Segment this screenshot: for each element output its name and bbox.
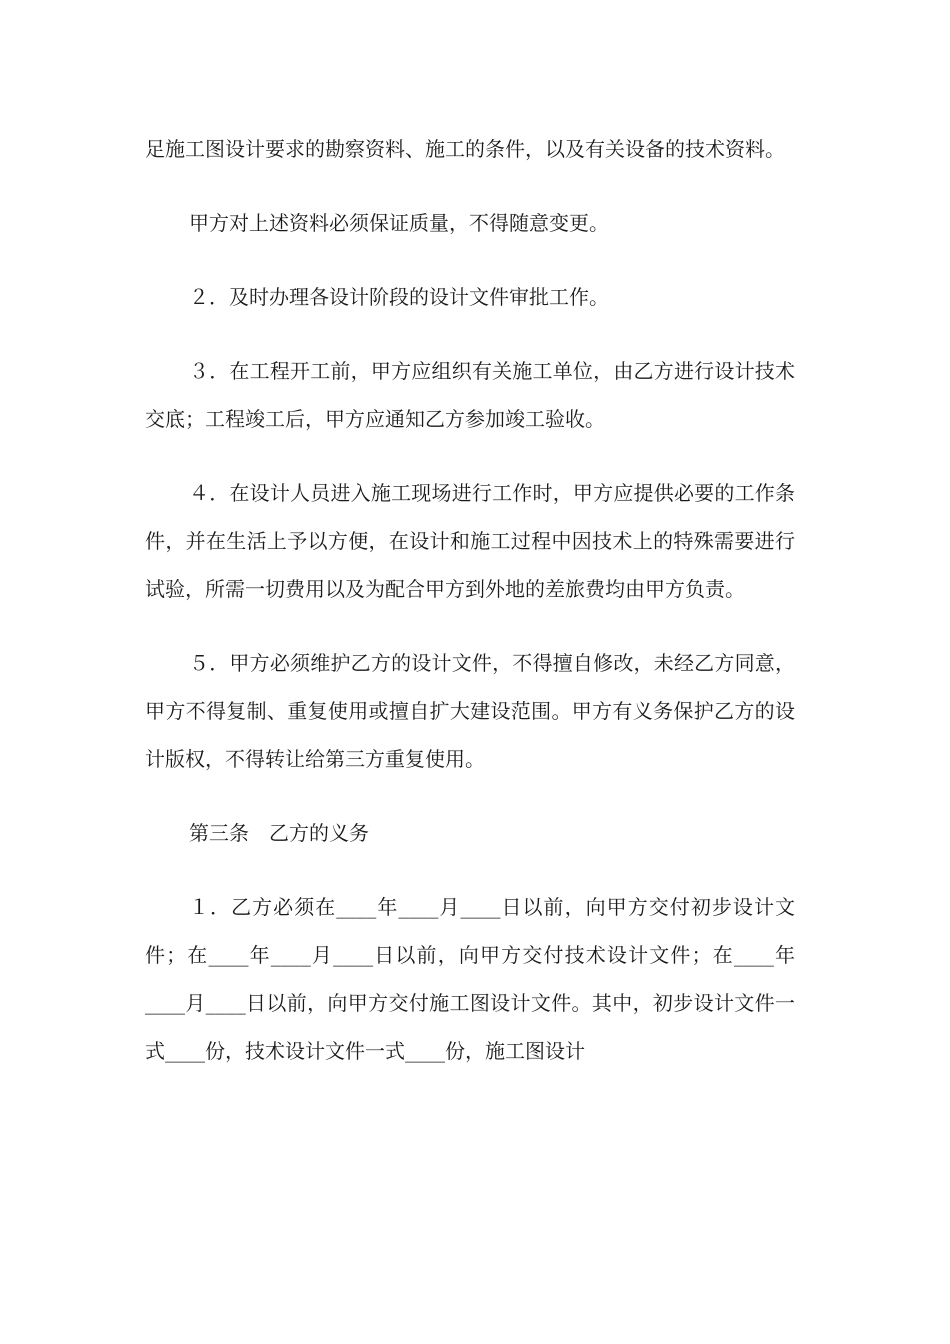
document-body [145, 125, 795, 1101]
clause-4-site-conditions: ４．在设计人员进入施工现场进行工作时，甲方应提供必要的工作条件，并在生活上予以方便，在设计和施工过程中因技术上的特殊需要进行试验，所需一切费用以及为配合甲方到外地的差旅费均由甲方负责。 [145, 481, 795, 601]
paragraph-continuation: 足施工图设计要求的勘察资料、施工的条件，以及有关设备的技术资料。 [145, 137, 785, 161]
article-3-heading: 第三条 乙方的义务 [189, 821, 369, 845]
clause-3-handover: ３．在工程开工前，甲方应组织有关施工单位，由乙方进行设计技术交底；工程竣工后，甲方应通知乙方参加竣工验收。 [145, 359, 795, 431]
clause-5-copyright: ５．甲方必须维护乙方的设计文件，不得擅自修改，未经乙方同意，甲方不得复制、重复使用或擅自扩大建设范围。甲方有义务保护乙方的设计版权，不得转让给第三方重复使用。 [145, 651, 795, 771]
paragraph-quality-guarantee: 甲方对上述资料必须保证质量，不得随意变更。 [189, 211, 609, 235]
clause-1-delivery-schedule: １．乙方必须在____年____月____日以前，向甲方交付初步设计文件；在____年____月____日以前，向甲方交付技术设计文件；在____年____月____日以前，向甲方交付施工图设计文件。其中，初步设计文件一式____份，技术设计文件一式____份，施工图设计 [145, 895, 795, 1063]
clause-2-approval: ２．及时办理各设计阶段的设计文件审批工作。 [189, 285, 609, 309]
